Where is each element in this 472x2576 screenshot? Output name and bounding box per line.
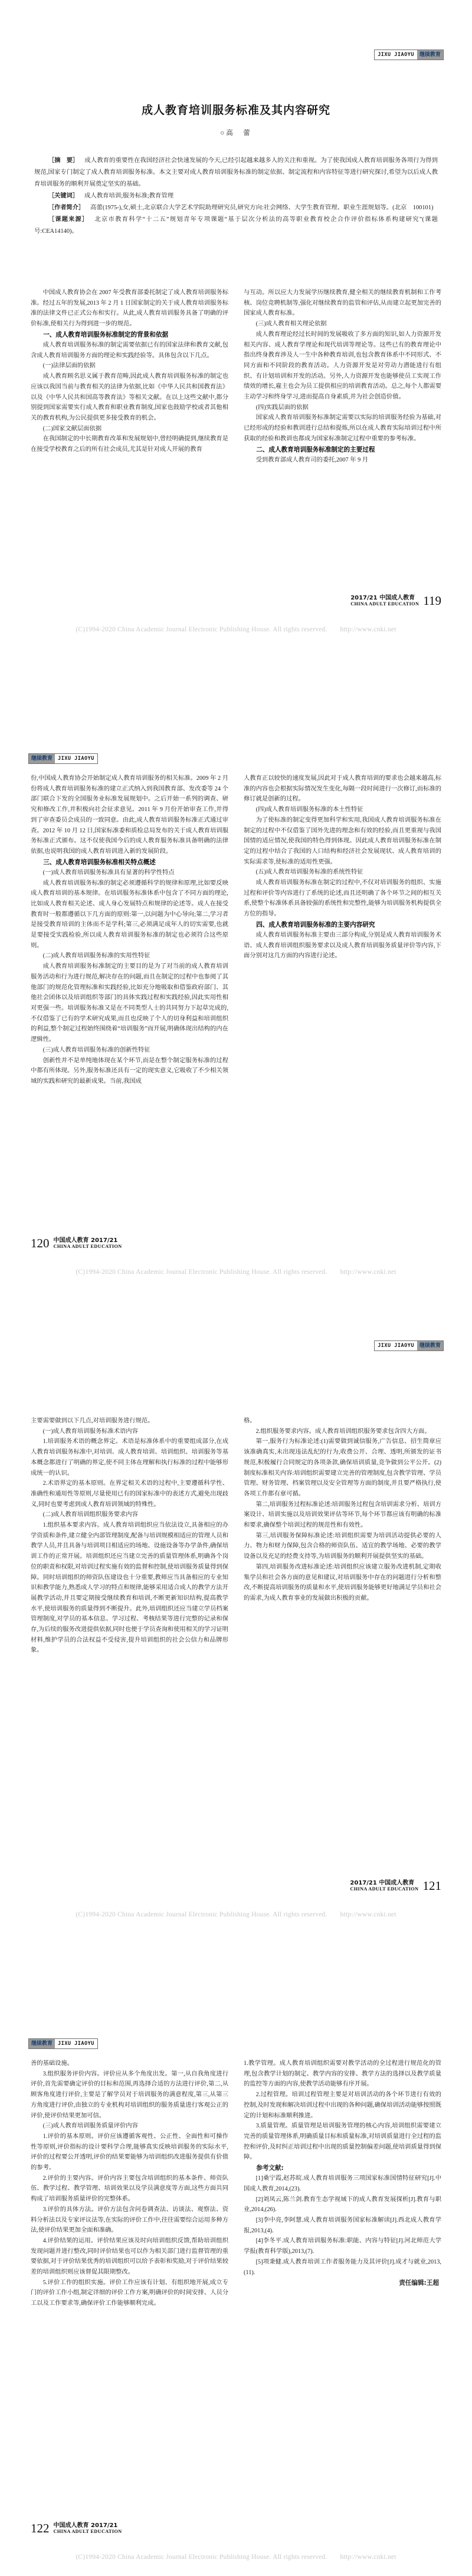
author-block — [34, 202, 438, 214]
column-right — [244, 1416, 441, 1864]
cnki-watermark — [0, 2554, 472, 2561]
page-3 — [0, 1291, 472, 1933]
body-paragraph: 第二,培训服务过程标准论述:培训服务过程包含培训需求分析、培训方案设计、培训实施以及培训效果评估等环节,每个环节都应该有明确的标准和要求,确保整个培训过程的规范性和有效性。 — [244, 1501, 441, 1529]
reference-item: [1]桑宁霞,赵苏皖.成人教育培训服务三项国家标准国情特征研究[J].中国成人教育,2014,(23). — [244, 2175, 441, 2192]
author-label: ［作者简介］ — [48, 204, 85, 211]
body-paragraph: 2.过程管理。培训过程管理主要是对培训活动的各个环节进行有效的控制,及时发现和解决培训过程中出现的各种问题,确保培训活动能够按照既定的计划和标准顺利推进。 — [244, 2091, 441, 2119]
badge-pinyin-label: JIXU JIAOYU — [375, 50, 417, 60]
column-left — [31, 773, 228, 1221]
folio-en: CHINA ADULT EDUCATION — [53, 1244, 122, 1250]
section-heading: 一、成人教育培训服务标准制定的背景和依据 — [43, 331, 169, 338]
folio-en: CHINA ADULT EDUCATION — [350, 601, 419, 607]
page-number: 122 — [31, 2521, 50, 2536]
folio-en: CHINA ADULT EDUCATION — [350, 1886, 419, 1892]
article-title: 成人教育培训服务标准及其内容研究 — [141, 104, 330, 117]
subsection-heading: (五)成人教育培训服务标准的系统性特征 — [255, 869, 363, 876]
cnki-url: http://www.cnki.net — [340, 1269, 396, 1276]
article-byline: ○高 蕾 — [220, 130, 252, 137]
fund-label: ［课题来源］ — [48, 216, 89, 223]
cnki-copyright-text: (C)1994-2020 China Academic Journal Electronic Publishing House. All rights reserved. — [76, 1269, 327, 1276]
subsection-heading: (二)成人教育培训服务标准的实用性特征 — [42, 953, 150, 960]
body-paragraph: 中国成人教育协会在 2007 年受教育部委托制定了成人教育培训服务标准。经过五年的发展,2013 年 2 月 1 日国家制定的关于成人教育培训服务标准的法律文件已正式公布和实行。从此,成人教育培训服务具备了明确的评价标准,使相关行为得到进一步的规范。 — [31, 289, 228, 328]
folio-journal-names — [54, 1238, 122, 1250]
responsible-editor: 责任编辑:王超 — [399, 2279, 439, 2287]
body-paragraph: 4.评价结果的运用。评价结果应该及时向培训组织反馈,帮助培训组织发现问题并进行整改,同时评价结果也可以作为相关部门进行监督管理的重要依据,对于评价结果优秀的培训组织可以给予表彰和奖励,对于评价结果较差的培训组织则应该督促其限期整改。 — [31, 2237, 228, 2276]
keywords-block — [34, 190, 438, 202]
folio-issue-and-cn: 中国成人教育 2017/21 — [53, 1237, 118, 1244]
reference-item: [4]李冬平.成人教育培训服务标准:职能、内容与特征[J].河北师范大学学报(教育科学版),2013,(7). — [244, 2238, 441, 2255]
cnki-watermark — [0, 1911, 472, 1918]
page-folio — [350, 1880, 441, 1892]
cnki-url: http://www.cnki.net — [340, 1911, 396, 1918]
folio-journal-names — [350, 1880, 418, 1892]
body-paragraph: 5.评价工作的组织实施。评价工作应该有计划、有组织地开展,成立专门的评价工作小组,制定详细的评价工作方案,明确评价的时间安排、人员分工以及工作要求等,确保评价工作能够顺利完成。 — [31, 2279, 228, 2307]
badge-chinese-label: 继续教育 — [29, 2039, 55, 2048]
body-paragraph: 3.质量管理。质量管理是培训服务管理的核心内容,培训组织需要建立完善的质量管理体系,明确质量目标和质量标准,对培训质量进行全过程的监控和评价,及时纠正培训过程中出现的质量控制偏差问题,使培训质量得到保障。 — [244, 2123, 441, 2161]
body-paragraph: 3.组织服务评价内容。评价应从多个角度出发。第一,从自我角度进行评价,首先需要确定评价的目标和范围,再选择合适的方法进行评价,第二,从顾客角度进行评价,主要是了解学员对于培训服务的满意程度,第三,从第三方角度进行评价,由独立的专业机构对培训组织的服务质量进行客观公正的评价,使评价结果更加可信。 — [31, 2070, 228, 2119]
badge-chinese-label: 继续教育 — [417, 1341, 443, 1350]
cnki-copyright-text: (C)1994-2020 China Academic Journal Electronic Publishing House. All rights reserved. — [76, 626, 327, 633]
body-paragraph: 2.组织服务要求内容。成人教育培训组织服务要求包含四大方面。 — [255, 1428, 431, 1435]
badge-pinyin-label: JIXU JIAOYU — [375, 1341, 417, 1350]
subsection-heading: (二)成人教育培训组织服务要求内容 — [42, 1511, 138, 1518]
page-number: 120 — [31, 1236, 50, 1251]
frontmatter — [34, 155, 438, 238]
body-paragraph: 成人教育培训服务标准在制定的过程中,不仅对培训服务的组织、实施过程和评价等内容进行了系统的论述,而且还明确了各个环节之间的相互关系,使整个标准体系具备较强的系统性和完整性,能够为培训服务机构提供全方位的指导。 — [244, 879, 441, 918]
badge-pinyin-label: JIXU JIAOYU — [55, 754, 97, 763]
body-paragraph: 创新性并不是单纯地体现在某个环节,而是在整个制定服务标准的过程中都有所体现。另外,服务标准还具有一定的现实意义,它吸收了不少相关领域的实践和研究的最新成果。当前,我国成 — [31, 1057, 228, 1085]
subsection-heading: (四)实践层面的依据 — [255, 404, 309, 411]
running-head-badge — [28, 753, 98, 764]
subsection-heading: (三)成人教育培训服务质量评价内容 — [42, 2123, 138, 2130]
column-right — [244, 288, 441, 547]
reference-item: [5]项秉健.成人教育培训工作者服务能力及其评价[J].成才与就业,2013,(11). — [244, 2258, 441, 2276]
body-paragraph: 1.教学管理。成人教育培训组织需要对教学活动的全过程进行规范化的管理,包含教学计划的制定、教学内容的安排、教学方法的选择以及教学质量的监控等方面的内容,使教学活动能够有序开展。 — [244, 2060, 441, 2088]
section-heading: 三、成人教育培训服务标准相关特点概述 — [43, 858, 156, 866]
body-paragraph: 份,中国成人教育协会开始制定成人教育培训服务的相关标准。2009 年 2 月份将成人教育培训服务标准的建立正式纳入到我国教育部、发改委等 24 个部门联合下发的全国服务业标准发展规划中。之后开始一系列的调查、研究和修改工作,并积极向社会征求意见。2011 年 9 月份开始审查工作,并得到了审查委员会成员的一致同意。由此,成人教育培训服务标准正式通过审查。2012 年 10 月 12 日,国家标准委和质检总局发布的关于成人教育培训服务标准正式颁布。这不仅使我国今后的成人教育服务标准具备明确的法律依据,也说明我国的成人教育培训进入新的发展阶段。 — [31, 775, 228, 855]
folio-issue-and-cn: 中国成人教育 2017/21 — [53, 2522, 118, 2529]
body-paragraph: 成人教育培训服务标准的制定必须遵循科学的规律和原理,比如要反映成人教育培训的基本规律。在培训服务标准体系中包含了不同方面的理论,比如成人教育相关论述、成人身心发展特点和规律的论述等。成人在接受教育时一般都遵循以下几方面的原则:第一,以问题为中心导向;第二,学习者是接受教育培训的主体而不是学科;第三,必须满足成年人的切实需要,也就是要接受实践检验,所以成人教育培训服务标准的制定也必须符合这些原则。 — [31, 879, 228, 949]
cnki-watermark — [0, 626, 472, 633]
section-heading: 四、成人教育培训服务标准的主要内容研究 — [256, 921, 375, 928]
body-paragraph: 成人教育培训服务标准主要由三部分构成,分别是成人教育培训服务术语、成人教育培训组织服务要求以及成人教育培训服务质量评价等内容,下面分别对这几方面的内容进行论述。 — [244, 932, 441, 960]
cnki-url: http://www.cnki.net — [340, 2554, 396, 2561]
abstract-label: ［摘 要］ — [48, 157, 79, 164]
folio-en: CHINA ADULT EDUCATION — [53, 2529, 122, 2535]
body-paragraph: 2.术语界定的基本原则。在界定相关术语的过程中,主要遵循科学性、准确性和通用性等原则,尽量使用已有的国家标准中的表述方式,避免出现歧义,同时也要考虑到成人教育培训领域的特殊性。 — [31, 1480, 228, 1508]
body-paragraph: 成人教育理论经过长时间的发展吸收了多方面的知识,如人力资源开发相关内容、成人教育学理论和现代培训等理论等。这些已有的教育理论中指出终身教育涉及人一生中各种教育培训,也包含教育体系中不同形式、不同方面和不同阶段的教育活动。人力资源开发是对劳动力潜能进行有组织、有计划培训和开发的活动。另外,人力资源开发也能够使员工实现工作绩效的增长,雇主也会为员工提供相应的培训教育活动。总之,每个人都需要主动学习和终身学习,进而提高自身素质,并为社会创造价值。 — [244, 331, 441, 401]
body-paragraph: 人教育正以较快的速度发展,因此对于成人教育培训的要求也会越来越高,标准的内容也会根据实际情况发生变化,每隔一段时间进行一次修订,而标准的修订就是创新的过程。 — [244, 775, 441, 803]
column-right — [244, 2058, 441, 2506]
badge-chinese-label: 继续教育 — [417, 50, 443, 60]
keywords-text: 成人教育培训;服务标准;教育管理 — [84, 192, 174, 199]
running-head-badge — [374, 50, 444, 60]
page-folio — [31, 2523, 122, 2535]
body-columns — [31, 1416, 441, 1864]
body-paragraph: 国家成人教育培训服务标准制定需要以实际的培训服务经验为基础,对已经形成的经验和教训进行总结和提炼,所以在成人教育实际培训过程中所获取的经验和教训也都成为国家标准制定过程中重要的参考标准。 — [244, 414, 441, 442]
abstract-text: 成人教育的重要性在我国经济社会快速发展的今天,已经引起越来越多人的关注和重视。为了使我国成人教育培训服务各项行为得到规范,国家专门制定了成人教育培训服务标准。本文主要对成人教育培训服务标准的制定依据、制定流程和内容特征等进行研究探讨,希望为以后成人教育培训服务的顺利开展奠定坚实的基础。 — [34, 157, 438, 187]
subsection-heading: (一)成人教育培训服务标准具有显著的科学性特点 — [42, 869, 175, 876]
section-heading: 二、成人教育培训服务标准制定的主要过程 — [256, 446, 375, 453]
subsection-heading: (一)成人教育培训服务标准术语内容 — [42, 1428, 138, 1435]
running-head-badge — [28, 2038, 98, 2049]
subsection-heading: (一)法律层面的依据 — [42, 363, 96, 370]
body-paragraph: 与互动。所以应大力发展学历继续教育,健全相关的继续教育机制和工作考核、岗位竞聘机制等,强化对继续教育的监管和评估,从而建立起更加完善的国家成人教育标准。 — [244, 289, 441, 317]
badge-pinyin-label: JIXU JIAOYU — [55, 2039, 97, 2048]
body-paragraph: 成人教育培训服务标准的制定需要依据已有的国家法律和教育文献,包含成人教育培训服务方面的理论和实践经验等。具体包含以下几点。 — [31, 342, 228, 359]
cnki-url: http://www.cnki.net — [340, 626, 396, 633]
column-left — [31, 1416, 228, 1864]
subsection-heading: (四)成人教育培训服务标准的本土性特征 — [255, 806, 363, 813]
page-number: 121 — [422, 1879, 441, 1893]
abstract-block — [34, 155, 438, 190]
folio-issue-and-cn: 2017/21 中国成人教育 — [350, 595, 415, 602]
folio-journal-names — [350, 595, 419, 607]
keywords-label: ［关键词］ — [48, 192, 78, 199]
page-2 — [0, 648, 472, 1291]
body-paragraph: 在我国制定的中长期教育改革和发展规划中,曾经明确提到,继续教育是在接受学校教育之后的所有社会成员,尤其是针对成人开展的教育 — [31, 436, 228, 453]
page-folio — [31, 1238, 122, 1250]
body-paragraph: 1.评价的基本原则。评价应该遵循客观性、公正性、全面性和可操作性等原则,评价指标的设计要科学合理,能够真实反映培训服务的实际水平,评价的过程要公开透明,评价的结果要能够为培训组织改进服务提供有价值的参考。 — [31, 2133, 228, 2172]
cnki-copyright-text: (C)1994-2020 China Academic Journal Electronic Publishing House. All rights reserved. — [76, 2554, 327, 2561]
body-paragraph: 第一,服务行为标准论述:(1)需要做到诚信服务,广告信息、招生简章应该准确真实,未出现违法乱纪的行为,收费公开、合理、透明,所颁发的证书规范,积极履行合同规定的各项条款,确保培训质量,竞争做到公平公开。(2)制度标准相关内容:培训组织需要建立完善的管理制度,包含教学管理、学员管理、财务管理、档案管理以及安全管理等方面的制度,并且要严格执行,使各项工作都有章可循。 — [244, 1438, 441, 1497]
column-right — [244, 773, 441, 1221]
body-paragraph: 1.培训服务术语的概念界定。术语是标准体系中的重要组成部分,在成人教育培训服务标准中,对培训、成人教育培训、培训组织、培训服务等基本概念都进行了明确的界定,使不同主体在理解和执行标准的过程中能够形成统一的认识。 — [31, 1438, 228, 1477]
body-paragraph: 成人教育培训服务标准制定的主要目的是为了对当前的成人教育培训服务活动和行为进行规范,解决存在的问题,而且在制定的过程中也参阅了其他部门的规范化管理标准和实践经验,比如充分地吸取和借鉴政府部门、其他社会团体以及培训组织等部门的具体实践过程和实践经验,因此实用性相对更强一些。培训服务标准又是在不同类型人士的共同努力下起草完成的,不仅借鉴了已有的学术研究成果,而且也反映了个人的切身利益和培训组织的利益,整个制定过程始终围绕着“培训服务”而开展,明确体现出结构的内在逻辑性。 — [31, 963, 228, 1043]
folio-journal-names — [54, 2523, 122, 2535]
running-head-badge — [374, 1340, 444, 1351]
body-paragraph: 为了使标准的制定变得更加科学和实用,我国成人教育培训服务标准在制定的过程中不仅借鉴了国外先进的理念和有效的经验,而且更重视与我国国情的适应情况,使我国的特色得到体现。因此成人教育培训服务标准在制定的过程中结合了我国的人口结构和经济社会发展现状、成人教育培训的实际需求等,使标准的适用性更强。 — [244, 816, 441, 865]
body-paragraph: 第四,培训服务改进标准论述:培训组织应该建立服务改进机制,定期收集学员和社会各方面的意见和建议,对培训服务中存在的问题进行分析和整改,不断提高培训服务的质量和水平,使培训服务能够更好地满足学员和社会的需求,为成人教育事业的发展做出积极的贡献。 — [244, 1563, 441, 1602]
body-columns — [31, 2058, 441, 2506]
body-paragraph: 格。 — [244, 1418, 256, 1424]
subsection-heading: (三)成人教育培训服务标准的创新性特征 — [42, 1046, 150, 1053]
cnki-watermark — [0, 1269, 472, 1276]
body-columns — [31, 773, 441, 1221]
reference-item: [3]李中亮,李阿慧.成人教育培训服务国家标准解读[J].西北成人教育学报,2013,(4). — [244, 2217, 441, 2234]
body-paragraph: 2.评价的主要内容。评价内容主要包含培训组织的基本条件、师资队伍、教学过程、教学管理、培训效果以及学员满意度等方面,这些方面共同构成了培训服务质量评价的完整体系。 — [31, 2175, 228, 2203]
column-left — [31, 288, 228, 547]
reference-item: [2]刘凤云,陈兰剑.教育生态学视域下的成人教育发展探析[J].教育与职业,2014,(26). — [244, 2196, 441, 2213]
body-paragraph: 成人教育顾名思义属于教育范畴,因此成人教育培训服务标准的制定也应该以我国当前与教育相关的法律为依据,比如《中华人民共和国教育法》以及《中华人民共和国高等教育法》等相关文献。在以上这些文献中,都分别提到国家需要实行成人教育和职业教育制度,国家也鼓励学校或者其他相关的教育机构,为公民提供更多接受教育的机会。 — [31, 373, 228, 421]
body-paragraph: 主要需要做到以下几点,对培训服务进行规范。 — [31, 1418, 154, 1424]
body-paragraph: 1.组织基本要求内容。成人教育培训组织应当依法设立,具备相应的办学资质和条件,建立健全内部管理制度,配备与培训规模相适应的管理人员和教学人员,并且具备与培训项目相适应的场地、设施设备等办学条件,确保培训工作的正常开展。培训组织还应当建立完善的质量管理体系,明确各个岗位的职责和权限,对培训过程实施有效的监督和控制,使培训服务质量得到保障。同时培训组织的师资队伍建设也十分重要,教师应当具备相应的专业知识和教学能力,熟悉成人学习的特点和规律,能够采用适合成人的教学方法开展教学活动,并且要定期接受继续教育和培训,不断更新知识结构,提高教学水平,使培训服务的质量得到不断提升。此外,培训组织还应当建立学员档案管理制度,对学员的基本信息、学习过程、考核结果等进行完整的记录和保存,为后续的服务改进提供依据,同时也便于学员查询和使用相关的学习证明材料,维护学员的合法权益不受侵害,提升培训组织的社会公信力和品牌形象。 — [31, 1522, 228, 1654]
fund-block — [34, 214, 438, 238]
page-4 — [0, 1933, 472, 2576]
subsection-heading: (三)成人教育相关理论依据 — [255, 321, 327, 328]
body-paragraph: 受到教育部成人教育司的委托,2007 年 9 月 — [255, 456, 369, 463]
badge-chinese-label: 继续教育 — [29, 754, 55, 763]
body-paragraph: 3.评价的具体方法。评价方法包含问卷调查法、访谈法、观察法、资料分析法以及专家评议法等,在实际的评价工作中,往往需要综合运用多种方法,使评价结果更加全面和准确。 — [31, 2206, 228, 2234]
fund-text: 北京市教育科学“十二五”规划青年专项课题“基于层次分析法的高等职业教育校企合作评价指标体系构建研究”(课题号:CEA14140)。 — [34, 216, 438, 235]
cnki-copyright-text: (C)1994-2020 China Academic Journal Electronic Publishing House. All rights reserved. — [76, 1911, 327, 1918]
folio-issue-and-cn: 2017/21 中国成人教育 — [350, 1880, 415, 1887]
page-folio — [350, 595, 441, 607]
references-heading: 参考文献: — [256, 2165, 284, 2172]
body-columns — [31, 288, 441, 547]
body-paragraph: 第三,培训服务保障标准论述:培训组织需要为培训活动提供必要的人力、物力和财力保障,包含合格的师资队伍、适宜的教学场地、必要的教学设备以及充足的经费支持等,为培训服务的顺利开展提供坚实的基础。 — [244, 1532, 441, 1560]
page-1 — [0, 0, 472, 648]
page-number: 119 — [423, 594, 441, 608]
author-text: 高蕾(1975-),女,硕士,北京联合大学艺术学院助理研究员,研究方向:社会网络、大学生教育管理、职业生涯规划等。(北京 100101) — [90, 204, 434, 211]
subsection-heading: (二)国家文献层面依据 — [42, 425, 102, 432]
column-left — [31, 2058, 228, 2506]
body-paragraph: 善的基础设施。 — [31, 2060, 74, 2067]
